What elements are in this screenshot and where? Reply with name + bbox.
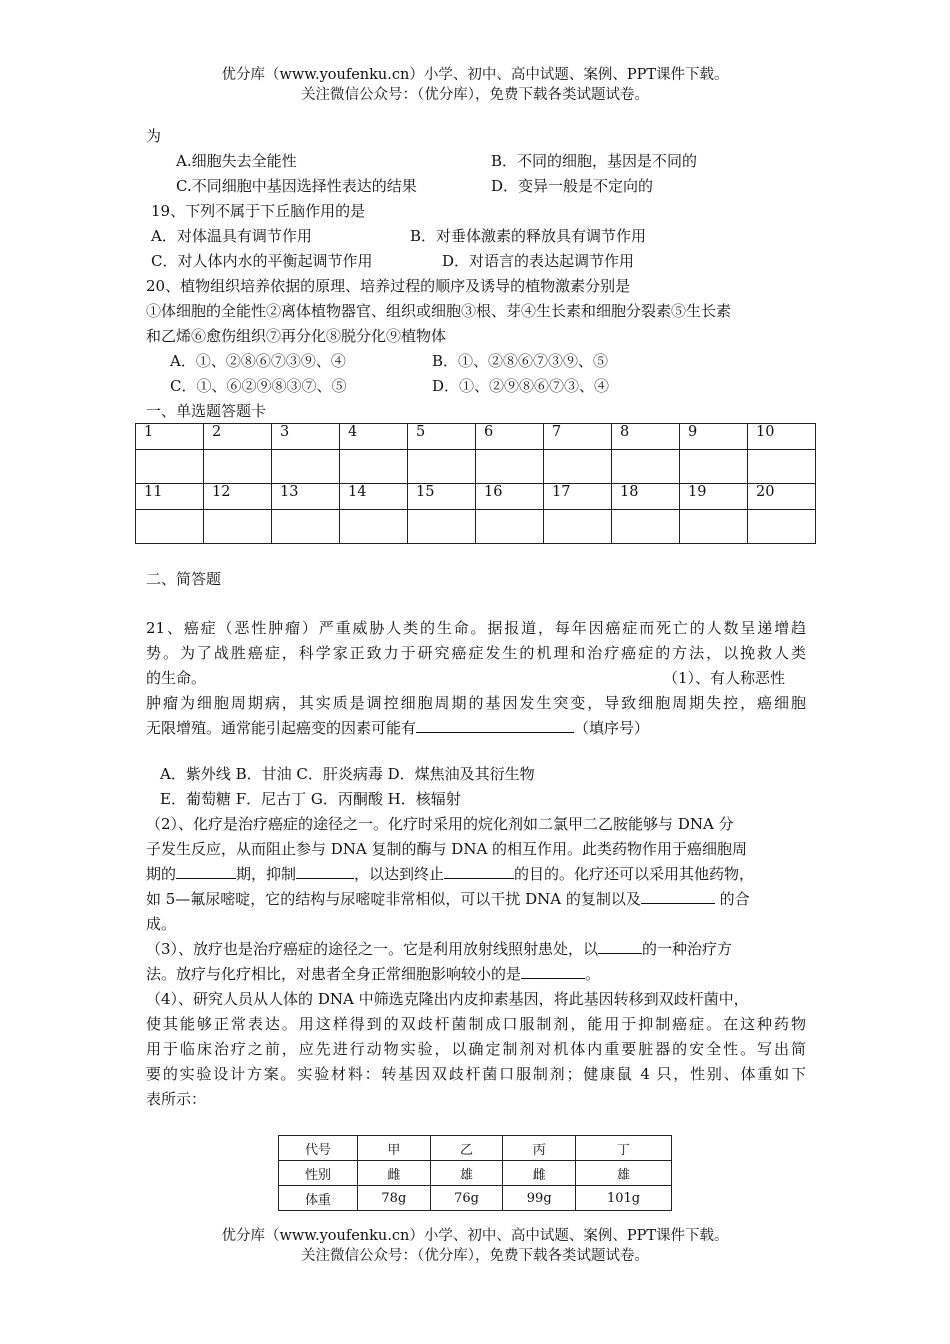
q20-items-line1: ①体细胞的全能性②离体植物器官、组织或细胞③根、芽④生长素和细胞分裂素⑤生长素 xyxy=(146,302,732,320)
mice-table-cell: 雌 xyxy=(503,1161,576,1186)
answer-card-number: 16 xyxy=(476,484,544,510)
answer-cell[interactable] xyxy=(680,510,748,544)
answer-card-answer-row xyxy=(136,450,816,484)
mice-table xyxy=(278,1135,672,1211)
q21-line5 xyxy=(146,716,649,740)
answer-cell[interactable] xyxy=(544,450,612,484)
q21-part2-line3 xyxy=(146,862,754,886)
q19-option-d: D．对语言的表达起调节作用 xyxy=(442,252,635,270)
mice-table-row-code xyxy=(279,1136,672,1161)
answer-cell[interactable] xyxy=(476,510,544,544)
q21-part2-line1: （2）、化疗是治疗癌症的途径之一。化疗时采用的烷化剂如二氯甲二乙胺能够与 DNA 分 xyxy=(146,815,734,833)
answer-card-number: 19 xyxy=(680,484,748,510)
answer-card-number: 13 xyxy=(272,484,340,510)
answer-blank[interactable] xyxy=(176,862,236,879)
q21-part4-line5: 表所示： xyxy=(146,1090,207,1108)
q21-part2-text: 的合 xyxy=(714,890,750,908)
q21-part3-line2 xyxy=(146,962,600,986)
answer-cell[interactable] xyxy=(408,510,476,544)
answer-cell[interactable] xyxy=(340,510,408,544)
answer-cell[interactable] xyxy=(544,510,612,544)
q21-part3-text: 法。放疗与化疗相比，对患者全身正常细胞影响较小的是 xyxy=(146,965,522,983)
answer-blank[interactable] xyxy=(521,962,585,979)
answer-card-number: 17 xyxy=(544,484,612,510)
answer-blank[interactable] xyxy=(641,887,715,904)
q21-line5-text: 无限增殖。通常能引起癌变的因素可能有 xyxy=(146,719,417,737)
q21-part2-text: 的目的。化疗还可以采用其他药物， xyxy=(514,865,755,883)
page-footer-line2: 关注微信公众号：（优分库），免费下载各类试题试卷。 xyxy=(301,1248,649,1264)
q21-part2-text: 如 5—氟尿嘧啶，它的结构与尿嘧啶非常相似，可以干扰 DNA 的复制以及 xyxy=(146,890,641,908)
page-header-line1: 优分库（www.youfenku.cn）小学、初中、高中试题、案例、PPT课件下载。 xyxy=(221,67,729,83)
answer-card-number: 1 xyxy=(136,424,204,450)
q21-part4-line2: 使其能够正常表达。用这样得到的双歧杆菌制成口服制剂，能用于抑制癌症。在这种药物 xyxy=(146,1015,806,1033)
answer-cell[interactable] xyxy=(272,510,340,544)
q21-part2-text: ，以达到终止 xyxy=(354,865,445,883)
q21-factors-line1: A．紫外线 B．甘油 C．肝炎病毒 D．煤焦油及其衍生物 xyxy=(160,765,535,783)
answer-blank[interactable] xyxy=(444,862,514,879)
answer-cell[interactable] xyxy=(748,510,816,544)
mice-table-cell: 丁 xyxy=(576,1136,672,1161)
q18-option-d: D．变异一般是不定向的 xyxy=(491,177,654,195)
mice-table-cell: 雄 xyxy=(576,1161,672,1186)
q21-part2-text: 期，抑制 xyxy=(236,865,297,883)
answer-card-number: 18 xyxy=(612,484,680,510)
mice-table-cell: 乙 xyxy=(430,1136,503,1161)
answer-card-number: 14 xyxy=(340,484,408,510)
q21-part3-text: （3）、放疗也是治疗癌症的途径之一。它是利用放射线照射患处，以 xyxy=(146,940,599,958)
q20-option-a: A．①、②⑧⑥⑦③⑨、④ xyxy=(170,352,346,370)
answer-card-number-row xyxy=(136,424,816,450)
answer-card-number-row xyxy=(136,484,816,510)
answer-blank[interactable] xyxy=(296,862,354,879)
answer-card-number: 4 xyxy=(340,424,408,450)
mice-table-cell: 76g xyxy=(430,1186,503,1211)
answer-card-number: 20 xyxy=(748,484,816,510)
answer-blank[interactable] xyxy=(416,716,574,733)
mice-table-cell: 代号 xyxy=(279,1136,358,1161)
q21-part2-line2: 子发生反应，从而阻止参与 DNA 复制的酶与 DNA 的相互作用。此类药物作用于癌细胞周 xyxy=(146,840,748,858)
answer-cell[interactable] xyxy=(136,450,204,484)
answer-card-number: 10 xyxy=(748,424,816,450)
q21-part3-text: 的一种治疗方 xyxy=(642,940,733,958)
answer-card-number: 3 xyxy=(272,424,340,450)
answer-card-title: 一、单选题答题卡 xyxy=(146,402,267,420)
q21-part2-line4 xyxy=(146,887,750,911)
answer-card-table xyxy=(135,423,816,544)
answer-card-number: 15 xyxy=(408,484,476,510)
q21-line5-hint: （填序号） xyxy=(574,719,650,737)
q21-line2: 势。为了战胜癌症，科学家正致力于研究癌症发生的机理和治疗癌症的方法，以挽救人类 xyxy=(146,644,806,662)
q18-tail: 为 xyxy=(146,127,162,145)
section-title: 二、简答题 xyxy=(146,570,222,588)
q18-option-a: A.细胞失去全能性 xyxy=(176,152,297,170)
page-header-line2: 关注微信公众号：（优分库），免费下载各类试题试卷。 xyxy=(301,87,649,103)
q19-stem: 19、下列不属于下丘脑作用的是 xyxy=(151,202,366,220)
answer-cell[interactable] xyxy=(680,450,748,484)
answer-card-number: 2 xyxy=(204,424,272,450)
q20-option-c: C．①、⑥②⑨⑧③⑦、⑤ xyxy=(170,377,347,395)
q19-option-c: C．对人体内水的平衡起调节作用 xyxy=(151,252,373,270)
q21-part2-line5: 成。 xyxy=(146,915,177,933)
mice-table-cell: 雄 xyxy=(430,1161,503,1186)
q18-option-b: B．不同的细胞，基因是不同的 xyxy=(491,152,698,170)
q21-line4: 肿瘤为细胞周期病，其实质是调控细胞周期的基因发生突变，导致细胞周期失控，癌细胞 xyxy=(146,694,806,712)
mice-table-cell: 甲 xyxy=(358,1136,431,1161)
mice-table-cell: 丙 xyxy=(503,1136,576,1161)
answer-card-answer-row xyxy=(136,510,816,544)
mice-table-cell: 78g xyxy=(358,1186,431,1211)
mice-table-cell: 99g xyxy=(503,1186,576,1211)
q21-part1-label: （1）、有人称恶性 xyxy=(663,669,786,687)
mice-table-row-sex xyxy=(279,1161,672,1186)
q21-line1: 21、癌症（恶性肿瘤）严重威胁人类的生命。据报道，每年因癌症而死亡的人数呈递增趋 xyxy=(146,619,806,637)
answer-cell[interactable] xyxy=(136,510,204,544)
answer-card-number: 7 xyxy=(544,424,612,450)
mice-table-row-weight xyxy=(279,1186,672,1211)
q21-line3-start: 的生命。 xyxy=(146,669,207,687)
answer-cell[interactable] xyxy=(748,450,816,484)
answer-blank[interactable] xyxy=(598,937,642,954)
q21-part4-line4: 要的实验设计方案。实验材料：转基因双歧杆菌口服制剂；健康鼠 4 只，性别、体重如下 xyxy=(146,1065,806,1083)
answer-card-number: 8 xyxy=(612,424,680,450)
q21-factors-line2: E．葡萄糖 F．尼古丁 G．丙酮酸 H．核辐射 xyxy=(160,790,461,808)
answer-cell[interactable] xyxy=(612,450,680,484)
answer-cell[interactable] xyxy=(272,450,340,484)
mice-table-cell: 体重 xyxy=(279,1186,358,1211)
q20-stem: 20、植物组织培养依据的原理、培养过程的顺序及诱导的植物激素分别是 xyxy=(146,277,631,295)
answer-card-number: 11 xyxy=(136,484,204,510)
q21-part2-text: 期的 xyxy=(146,865,177,883)
q19-option-b: B．对垂体激素的释放具有调节作用 xyxy=(410,227,647,245)
q19-option-a: A．对体温具有调节作用 xyxy=(151,227,312,245)
answer-card-number: 5 xyxy=(408,424,476,450)
answer-cell[interactable] xyxy=(204,450,272,484)
q20-items-line2: 和乙烯⑥愈伤组织⑦再分化⑧脱分化⑨植物体 xyxy=(146,327,447,345)
mice-table-cell: 雌 xyxy=(358,1161,431,1186)
answer-card-number: 9 xyxy=(680,424,748,450)
answer-cell[interactable] xyxy=(612,510,680,544)
answer-card-number: 12 xyxy=(204,484,272,510)
mice-table-cell: 101g xyxy=(576,1186,672,1211)
q21-part3-text: 。 xyxy=(585,965,601,983)
answer-card-number: 6 xyxy=(476,424,544,450)
q18-option-c: C.不同细胞中基因选择性表达的结果 xyxy=(176,177,417,195)
answer-cell[interactable] xyxy=(408,450,476,484)
answer-cell[interactable] xyxy=(204,510,272,544)
q21-part3-line1 xyxy=(146,937,732,961)
page-footer-line1: 优分库（www.youfenku.cn）小学、初中、高中试题、案例、PPT课件下载。 xyxy=(221,1228,729,1244)
q20-option-b: B．①、②⑧⑥⑦③⑨、⑤ xyxy=(432,352,609,370)
answer-cell[interactable] xyxy=(476,450,544,484)
mice-table-cell: 性别 xyxy=(279,1161,358,1186)
q20-option-d: D．①、②⑨⑧⑥⑦③、④ xyxy=(432,377,610,395)
answer-cell[interactable] xyxy=(340,450,408,484)
q21-part4-line3: 用于临床治疗之前，应先进行动物实验，以确定制剂对机体内重要脏器的安全性。写出简 xyxy=(146,1040,806,1058)
q21-part4-line1: （4）、研究人员从人体的 DNA 中筛选克隆出内皮抑素基因，将此基因转移到双歧杆菌中， xyxy=(146,990,749,1008)
